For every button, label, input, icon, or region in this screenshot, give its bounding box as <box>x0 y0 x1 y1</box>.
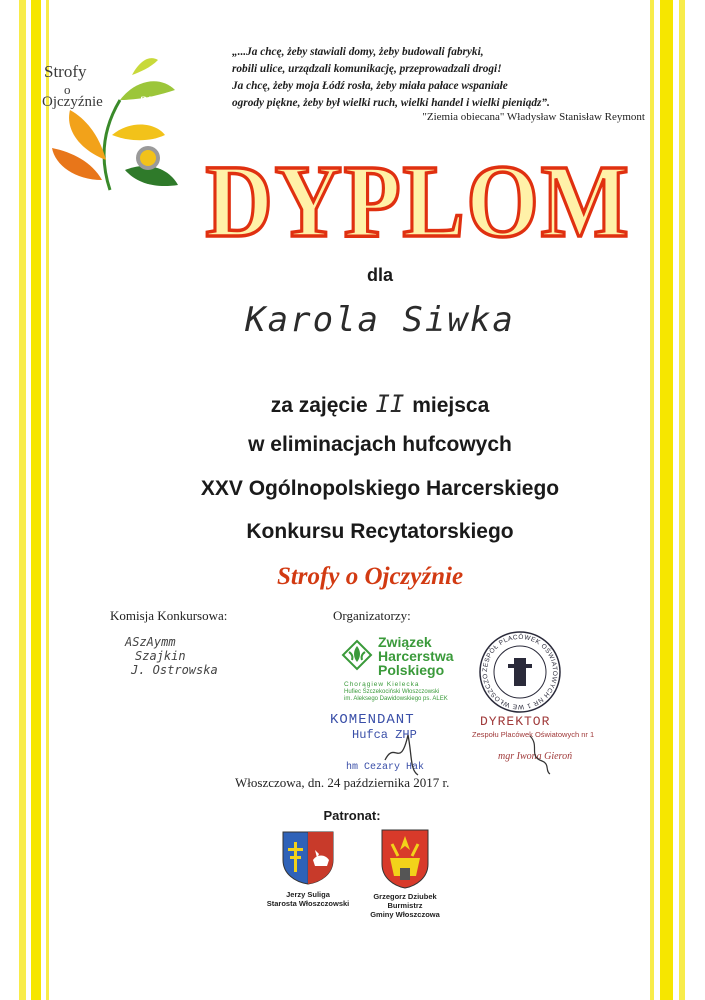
dyrektor-name: mgr Iwona Gieroń <box>498 751 573 762</box>
quote-source: "Ziemia obiecana" Władysław Stanisław Reymont <box>422 111 645 123</box>
zhp-sub-line-2: Hufiec Szczekociński Włoszczowski <box>344 689 440 695</box>
committee-label: Komisja Konkursowa: <box>110 608 228 623</box>
patron-2-name: Grzegorz Dziubek <box>373 892 437 901</box>
organizers-label: Organizatorzy: <box>333 608 411 623</box>
right-border-stripe-2 <box>660 0 673 1000</box>
dyrektor-title: DYREKTOR <box>480 714 551 729</box>
place-line-before: za zajęcie <box>270 394 368 417</box>
place-line-after: miejsca <box>412 394 490 417</box>
committee-signature-3: J. Ostrowska <box>131 663 218 677</box>
komendant-signature <box>380 730 430 780</box>
left-border-stripe-1 <box>19 0 26 1000</box>
place-number: II <box>375 390 405 418</box>
logo-word-strofy: Strofy <box>44 62 87 81</box>
logo-anniversary-number: 25 <box>140 94 156 111</box>
body-line-3: Konkursu Recytatorskiego <box>246 520 514 543</box>
contest-name: Strofy o Ojczyźnie <box>276 563 464 590</box>
diploma-title-text: DYPLOM <box>205 144 631 255</box>
school-seal-text: ZESPÓŁ PLACÓWEK OŚWIATOWYCH NR 1 WE WŁOSZCZO <box>481 633 559 711</box>
powiat-coat-of-arms <box>279 828 337 886</box>
recipient-name: Karola Siwka <box>245 300 515 340</box>
dyrektor-stamp <box>472 714 612 784</box>
zhp-lily-icon <box>340 638 374 672</box>
patron-2-institution: Gminy Włoszczowa <box>370 910 440 919</box>
dyrektor-signature <box>520 726 560 776</box>
committee-signatures <box>125 635 255 695</box>
zhp-logo <box>340 634 475 704</box>
logo-word-o: o <box>64 82 71 97</box>
school-round-seal <box>478 630 562 714</box>
zhp-sub-line-3: im. Aleksego Dawidowskiego ps. ALEK <box>344 696 448 702</box>
zhp-name-line-2: Harcerstwa <box>378 648 454 664</box>
patronage-label: Patronat: <box>323 808 381 823</box>
body-line-1: w eliminacjach hufcowych <box>248 433 512 456</box>
komendant-sub: Hufca ZHP <box>352 728 417 742</box>
right-border-stripe-1 <box>650 0 654 1000</box>
dyrektor-sub: Zespołu Placówek Oświatowych nr 1 <box>472 730 595 739</box>
komendant-title: KOMENDANT <box>330 712 415 728</box>
quote-line-1: „...Ja chcę, żeby stawiali domy, żeby budowali fabryki, <box>232 46 484 58</box>
diploma-title <box>198 140 638 255</box>
place-line <box>150 390 610 418</box>
gmina-coat-of-arms <box>380 828 430 890</box>
dla-label: dla <box>366 265 393 285</box>
komendant-stamp <box>330 712 455 782</box>
zhp-sub-line-1: Chorągiew Kielecka <box>344 681 420 688</box>
body-line-2: XXV Ogólnopolskiego Harcerskiego <box>200 477 560 500</box>
quote-line-2: robili ulice, urządzali komunikację, przeprowadzali drogi! <box>232 63 502 75</box>
quote-line-4: ogrody piękne, żeby był wielki ruch, wielki handel i wielki pieniądz”. <box>232 97 550 109</box>
festival-logo <box>40 40 190 200</box>
patron-2-title: Burmistrz <box>387 901 423 910</box>
logo-word-ojczyznie: Ojczyźnie <box>42 94 103 110</box>
patron-2-caption <box>355 892 455 919</box>
patron-1-title: Starosta Włoszczowski <box>266 899 350 908</box>
komendant-name: hm Cezary Hak <box>346 762 425 773</box>
committee-signature-2: Szajkin <box>135 649 186 663</box>
place-and-date: Włoszczowa, dn. 24 października 2017 r. <box>235 775 450 790</box>
reymont-quote <box>232 44 652 112</box>
zhp-name-line-3: Polskiego <box>378 662 445 678</box>
patron-1-caption <box>258 890 358 908</box>
committee-signature-1: ASzAymm <box>125 635 176 649</box>
patron-1-name: Jerzy Suliga <box>286 890 330 899</box>
zhp-name-line-1: Związek <box>378 634 432 650</box>
right-border-stripe-3 <box>679 0 685 1000</box>
quote-line-3: Ja chcę, żeby moja Łódź rosła, żeby miała pałace wspaniałe <box>232 80 508 92</box>
